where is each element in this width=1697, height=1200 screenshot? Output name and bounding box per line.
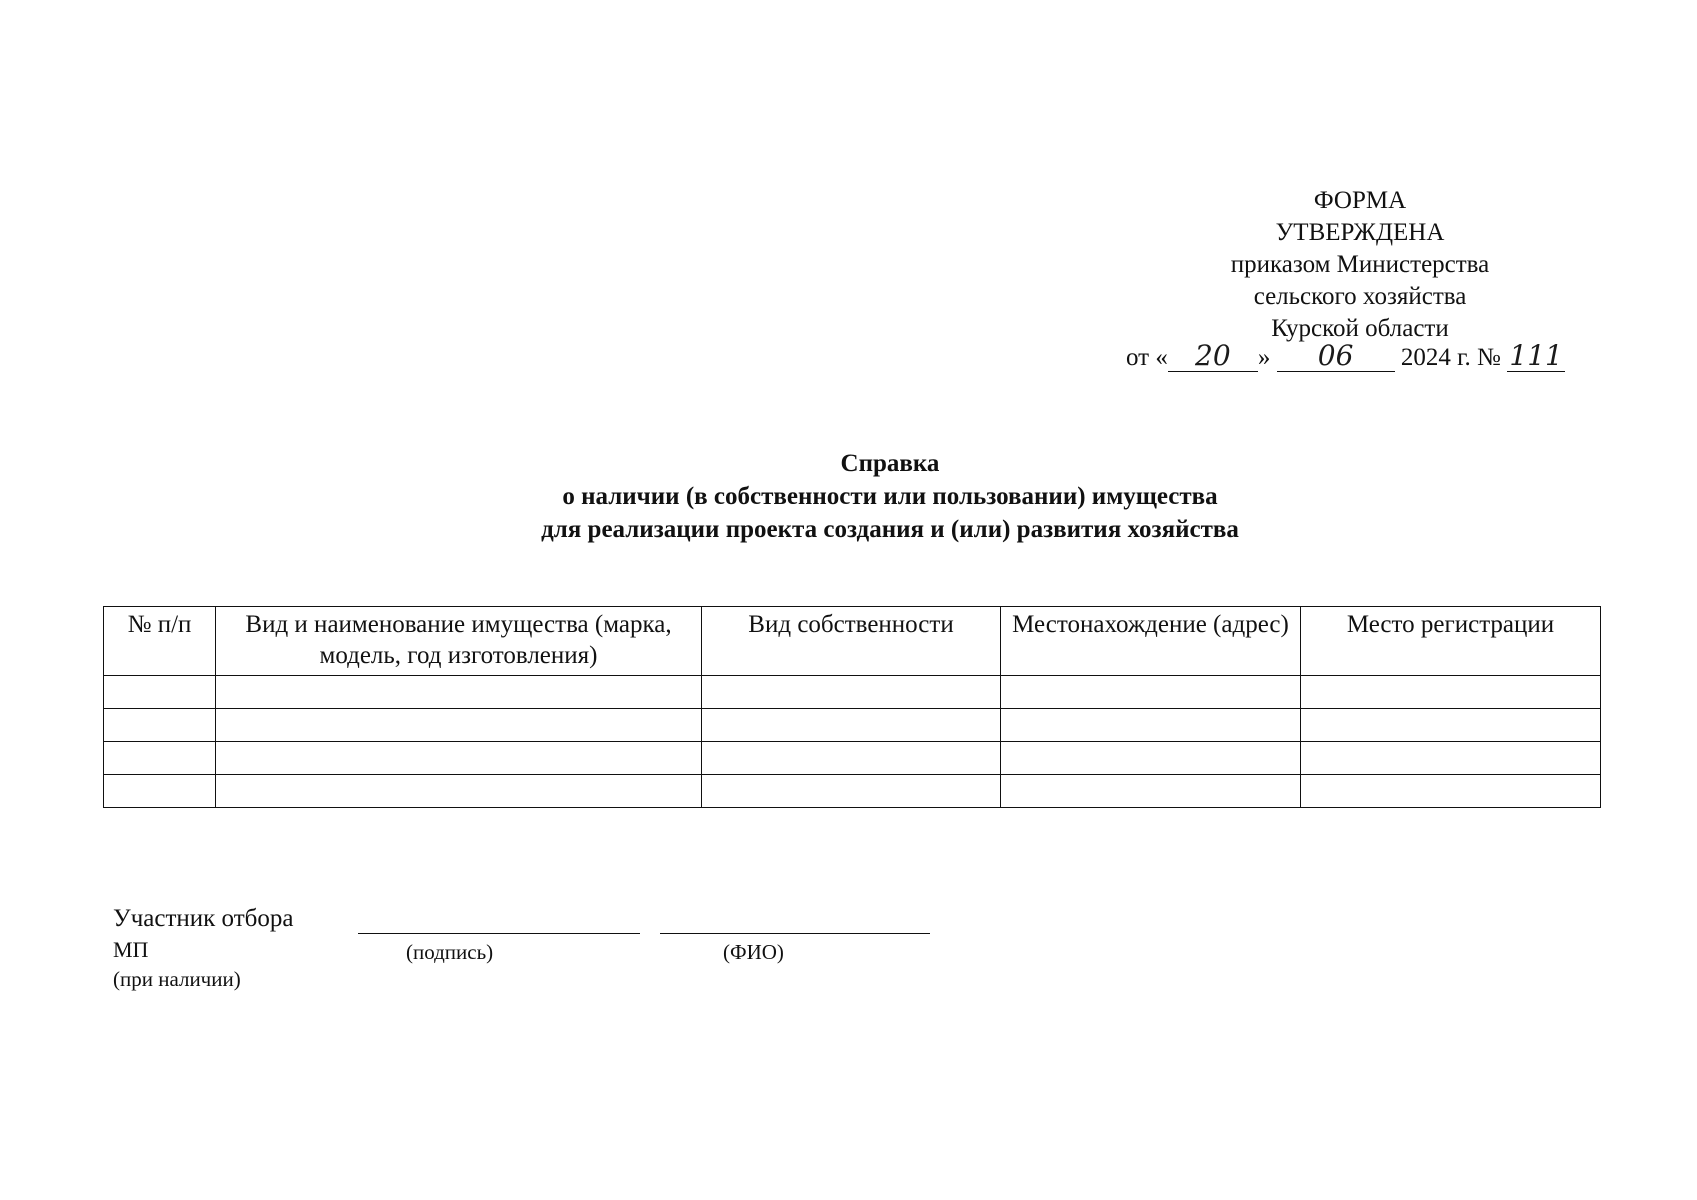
- header-row-number: № п/п: [104, 607, 216, 676]
- header-registration-place: Место регистрации: [1301, 607, 1601, 676]
- table-cell[interactable]: [216, 676, 702, 709]
- table-cell[interactable]: [1301, 742, 1601, 775]
- approval-line-region: Курской области: [1271, 315, 1449, 342]
- table-cell[interactable]: [104, 709, 216, 742]
- date-year-text: 2024 г. №: [1400, 344, 1501, 371]
- title-line-1: Справка: [840, 450, 940, 477]
- table-cell[interactable]: [216, 742, 702, 775]
- seal-note: (при наличии): [113, 967, 241, 991]
- approval-line-order: приказом Министерства: [1230, 251, 1490, 278]
- header-location: Местонахождение (адрес): [1001, 607, 1301, 676]
- document-title: [0, 447, 1697, 546]
- table-cell[interactable]: [216, 709, 702, 742]
- table-cell[interactable]: [1301, 709, 1601, 742]
- full-name-field[interactable]: [660, 933, 930, 934]
- title-line-2: о наличии (в собственности или пользовании) имущества: [562, 483, 1218, 510]
- approval-line-form: ФОРМА: [1313, 187, 1407, 214]
- table-cell[interactable]: [702, 709, 1001, 742]
- table-row: [104, 709, 1601, 742]
- table-cell[interactable]: [702, 742, 1001, 775]
- seal-label: МП: [113, 937, 149, 962]
- table-row: [104, 742, 1601, 775]
- date-prefix: от «: [1126, 344, 1168, 371]
- date-quote-close: »: [1257, 344, 1271, 371]
- participant-label: Участник отбора: [113, 905, 294, 932]
- signature-field[interactable]: [358, 933, 640, 934]
- handwritten-day: 20: [1168, 343, 1258, 372]
- table-cell[interactable]: [1301, 676, 1601, 709]
- table-cell[interactable]: [1001, 709, 1301, 742]
- title-line-3: для реализации проекта создания и (или) развития хозяйства: [541, 516, 1239, 543]
- table-cell[interactable]: [104, 676, 216, 709]
- signature-block: [113, 903, 1013, 993]
- approval-line-approved: УТВЕРЖДЕНА: [1275, 219, 1445, 246]
- table-cell[interactable]: [1001, 742, 1301, 775]
- approval-block: [1120, 185, 1600, 345]
- table-cell[interactable]: [1001, 775, 1301, 808]
- full-name-caption: (ФИО): [723, 940, 784, 964]
- table-cell[interactable]: [1301, 775, 1601, 808]
- table-cell[interactable]: [1001, 676, 1301, 709]
- table-row: [104, 676, 1601, 709]
- table-cell[interactable]: [216, 775, 702, 808]
- handwritten-order-number: 111: [1507, 343, 1565, 372]
- table-cell[interactable]: [702, 775, 1001, 808]
- header-property-type-name: Вид и наименование имущества (марка, модель, год изготовления): [216, 607, 702, 676]
- table-cell[interactable]: [104, 742, 216, 775]
- signature-caption: (подпись): [406, 940, 494, 964]
- table-cell[interactable]: [702, 676, 1001, 709]
- table-row: [104, 775, 1601, 808]
- header-ownership-type: Вид собственности: [702, 607, 1001, 676]
- property-table: [103, 606, 1601, 808]
- handwritten-month: 06: [1277, 343, 1395, 372]
- table-cell[interactable]: [104, 775, 216, 808]
- approval-date-line: [1126, 339, 1606, 374]
- table-header-row: [104, 607, 1601, 676]
- approval-line-ministry: сельского хозяйства: [1253, 283, 1467, 310]
